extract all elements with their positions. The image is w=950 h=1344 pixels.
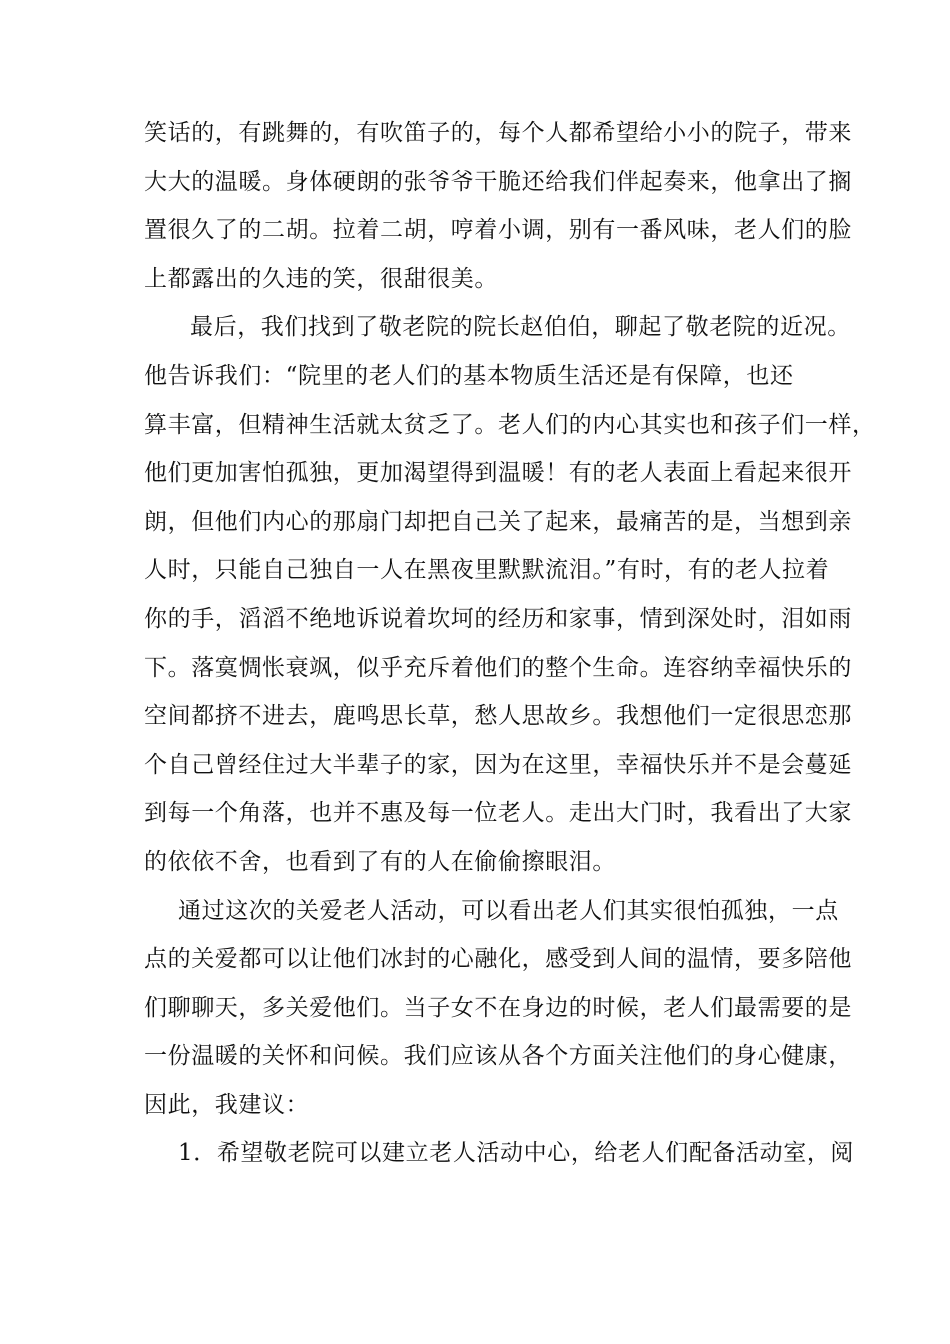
text-line: 人时，只能自己独自一人在黑夜里默默流泪。”有时，有的老人拉着 [144, 557, 830, 584]
text-line: 笑话的，有跳舞的，有吹笛子的，每个人都希望给小小的院子，带来 [144, 120, 852, 146]
text-line: 空间都挤不进去，鹿鸣思长草，愁人思故乡。我想他们一定很思恋那 [144, 703, 852, 730]
paragraph-start-line: 通过这次的关爱老人活动，可以看出老人们其实很怕孤独，一点 [178, 897, 839, 924]
text-line: 他告诉我们：“院里的老人们的基本物质生活还是有保障，也还 [144, 362, 794, 389]
text-line: 个自己曾经住过大半辈子的家，因为在这里，幸福快乐并不是会蔓延 [144, 751, 852, 778]
text-line: 朗，但他们内心的那扇门却把自己关了起来，最痛苦的是，当想到亲 [144, 508, 852, 535]
text-line: 上都露出的久违的笑，很甜很美。 [144, 265, 498, 292]
text-line: 你的手，滔滔不绝地诉说着坎坷的经历和家事，情到深处时，泪如雨 [144, 605, 852, 632]
text-line: 点的关爱都可以让他们冰封的心融化，感受到人间的温情，要多陪他 [144, 946, 852, 973]
paragraph-start-line: 最后，我们找到了敬老院的院长赵伯伯，聊起了敬老院的近况。 [190, 314, 851, 341]
text-line: 一份温暖的关怀和问候。我们应该从各个方面关注他们的身心健康， [144, 1043, 852, 1070]
text-line: 因此，我建议： [144, 1091, 310, 1118]
document-body [144, 109, 876, 1178]
text-line: 算丰富，但精神生活就太贫乏了。老人们的内心其实也和孩子们一样， [144, 411, 876, 438]
text-line: 大大的温暖。身体硬朗的张爷爷干脆还给我们伴起奏来，他拿出了搁 [144, 168, 852, 195]
text-line: 到每一个角落，也并不惠及每一位老人。走出大门时，我看出了大家 [144, 800, 852, 827]
text-line: 他们更加害怕孤独，更加渴望得到温暖！有的老人表面上看起来很开 [144, 460, 852, 487]
text-line: 们聊聊天，多关爱他们。当子女不在身边的时候，老人们最需要的是 [144, 994, 852, 1021]
text-line: 的依依不舍，也看到了有的人在偷偷擦眼泪。 [144, 848, 616, 875]
list-item-line: 1．希望敬老院可以建立老人活动中心，给老人们配备活动室，阅 [178, 1140, 855, 1167]
text-line: 下。落寞惆怅衰飒，似乎充斥着他们的整个生命。连容纳幸福快乐的 [144, 654, 852, 681]
text-line: 置很久了的二胡。拉着二胡，哼着小调，别有一番风味，老人们的脸 [144, 217, 852, 244]
